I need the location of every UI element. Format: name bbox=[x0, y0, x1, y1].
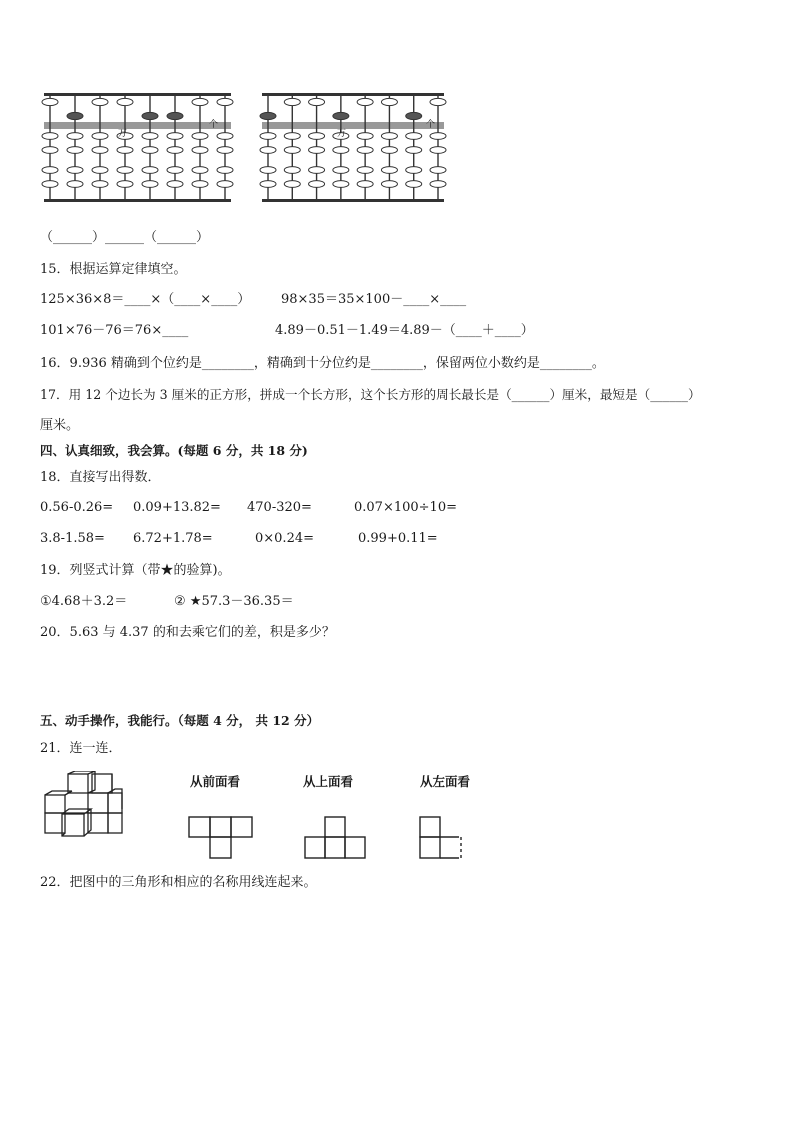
q18-title: 18．直接写出得数． bbox=[40, 470, 161, 485]
q15-item-b: 98×35＝35×100－____×____ bbox=[281, 292, 467, 307]
q21-title: 21．连一连． bbox=[40, 741, 122, 756]
front-view-figure bbox=[187, 815, 257, 861]
view-label-front: 从前面看 bbox=[190, 774, 241, 789]
q18-r2-c1: 3.8-1.58= bbox=[40, 531, 105, 546]
section-4-heading: 四、认真细致，我会算。(每题 6 分，共 18 分) bbox=[40, 443, 308, 458]
q18-r2-c4: 0.99+0.11= bbox=[358, 531, 438, 546]
view-label-left: 从左面看 bbox=[420, 774, 471, 789]
q18-r2-c2: 6.72+1.78= bbox=[133, 531, 213, 546]
abacus-right bbox=[258, 88, 448, 208]
cube-stack-figure bbox=[42, 771, 128, 839]
top-view-figure bbox=[303, 815, 369, 861]
q17-line2: 厘米。 bbox=[40, 418, 80, 433]
section-5-heading: 五、动手操作，我能行。（每题 4 分， 共 12 分） bbox=[40, 713, 320, 728]
abacus-right-marker-ge: 个 bbox=[426, 120, 436, 130]
q16-text: 16．9.936 精确到个位约是________，精确到十分位约是________，保留两位小数约是________。 bbox=[40, 356, 605, 371]
q19-item-a: ①4.68＋3.2＝ bbox=[40, 594, 128, 609]
q22-text: 22．把图中的三角形和相应的名称用线连起来。 bbox=[40, 875, 317, 890]
abacus-left-marker-wan: 万 bbox=[118, 129, 128, 139]
q18-r1-c2: 0.09+13.82= bbox=[133, 500, 221, 515]
q19-title: 19．列竖式计算（带★的验算)。 bbox=[40, 563, 231, 578]
q17-line1: 17．用 12 个边长为 3 厘米的正方形，拼成一个长方形，这个长方形的周长最长是（______）厘米，最短是（______） bbox=[40, 387, 701, 402]
q15-item-a: 125×36×8＝____×（____×____） bbox=[40, 292, 251, 307]
abacus-left bbox=[40, 88, 235, 208]
q15-title: 15．根据运算定律填空。 bbox=[40, 262, 187, 277]
q19-item-b: ② ★57.3－36.35＝ bbox=[174, 594, 294, 609]
q15-item-d: 4.89－0.51－1.49＝4.89－（____＋____） bbox=[275, 323, 534, 338]
abacus-answer-line: （______）______（______） bbox=[40, 230, 210, 245]
q20-text: 20．5.63 与 4.37 的和去乘它们的差，积是多少？ bbox=[40, 625, 335, 640]
q18-r1-c3: 470-320= bbox=[247, 500, 312, 515]
q15-item-c: 101×76－76＝76×____ bbox=[40, 323, 189, 338]
q18-r2-c3: 0×0.24= bbox=[255, 531, 315, 546]
view-label-top: 从上面看 bbox=[303, 774, 354, 789]
abacus-right-marker-wan: 万 bbox=[337, 129, 347, 139]
q18-r1-c4: 0.07×100÷10= bbox=[354, 500, 457, 515]
abacus-left-marker-ge: 个 bbox=[209, 120, 219, 130]
q18-r1-c1: 0.56-0.26= bbox=[40, 500, 114, 515]
left-view-figure bbox=[418, 815, 466, 861]
